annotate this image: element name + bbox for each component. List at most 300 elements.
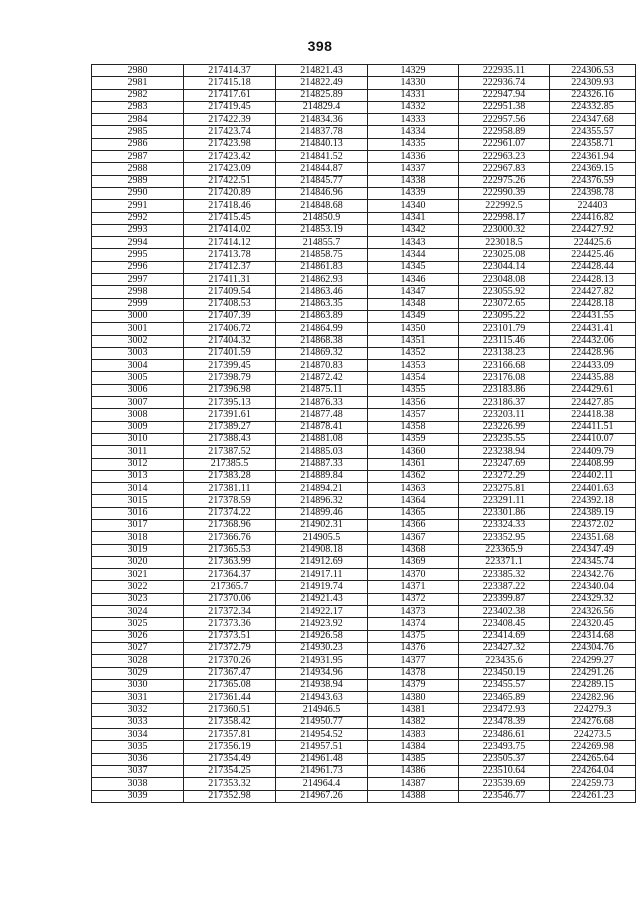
x1-cell: 217422.39	[184, 114, 276, 126]
point-id2-cell: 14362	[368, 470, 459, 482]
point-id2-cell: 14333	[368, 114, 459, 126]
point-id-cell: 3028	[92, 655, 184, 667]
x2-cell: 223301.86	[459, 507, 550, 519]
point-id2-cell: 14370	[368, 569, 459, 581]
y1-cell: 214954.52	[276, 729, 368, 741]
x2-cell: 222958.89	[459, 126, 550, 138]
table-row	[92, 433, 636, 445]
x1-cell: 217372.79	[184, 642, 276, 654]
point-id-cell: 3016	[92, 507, 184, 519]
point-id-cell: 3022	[92, 581, 184, 593]
table-row	[92, 679, 636, 691]
x2-cell: 223505.37	[459, 753, 550, 765]
y1-cell: 214822.49	[276, 77, 368, 89]
x1-cell: 217423.98	[184, 138, 276, 150]
point-id2-cell: 14337	[368, 163, 459, 175]
point-id2-cell: 14340	[368, 200, 459, 212]
y1-cell: 214902.31	[276, 519, 368, 531]
y2-cell: 224435.88	[550, 372, 636, 384]
x2-cell: 222961.07	[459, 138, 550, 150]
x2-cell: 222975.26	[459, 175, 550, 187]
x1-cell: 217423.42	[184, 151, 276, 163]
y2-cell: 224398.78	[550, 187, 636, 199]
table-row	[92, 446, 636, 458]
table-row	[92, 495, 636, 507]
table-row	[92, 65, 636, 77]
x1-cell: 217361.44	[184, 692, 276, 704]
y1-cell: 214922.17	[276, 606, 368, 618]
point-id-cell: 3024	[92, 606, 184, 618]
y2-cell: 224433.09	[550, 360, 636, 372]
y2-cell: 224416.82	[550, 212, 636, 224]
x2-cell: 222967.83	[459, 163, 550, 175]
point-id-cell: 3017	[92, 519, 184, 531]
table-row	[92, 261, 636, 273]
x2-cell: 223025.08	[459, 249, 550, 261]
point-id2-cell: 14369	[368, 556, 459, 568]
x2-cell: 223203.11	[459, 409, 550, 421]
point-id2-cell: 14332	[368, 101, 459, 113]
table-row	[92, 729, 636, 741]
table-row	[92, 765, 636, 777]
y1-cell: 214863.89	[276, 310, 368, 322]
y2-cell: 224326.56	[550, 606, 636, 618]
x1-cell: 217414.12	[184, 237, 276, 249]
table-row	[92, 360, 636, 372]
point-id2-cell: 14345	[368, 261, 459, 273]
x2-cell: 223371.1	[459, 556, 550, 568]
y2-cell: 224340.04	[550, 581, 636, 593]
x2-cell: 223186.37	[459, 397, 550, 409]
x2-cell: 223402.38	[459, 606, 550, 618]
point-id-cell: 3035	[92, 741, 184, 753]
y2-cell: 224355.57	[550, 126, 636, 138]
x2-cell: 223427.32	[459, 642, 550, 654]
point-id2-cell: 14386	[368, 765, 459, 777]
y1-cell: 214896.32	[276, 495, 368, 507]
table-row	[92, 101, 636, 113]
x2-cell: 223247.69	[459, 458, 550, 470]
point-id-cell: 3036	[92, 753, 184, 765]
y1-cell: 214862.93	[276, 274, 368, 286]
y2-cell: 224403	[550, 200, 636, 212]
x2-cell: 223414.69	[459, 630, 550, 642]
point-id-cell: 2995	[92, 249, 184, 261]
point-id-cell: 2989	[92, 175, 184, 187]
y2-cell: 224261.23	[550, 790, 636, 802]
x1-cell: 217389.27	[184, 421, 276, 433]
y1-cell: 214921.43	[276, 593, 368, 605]
point-id2-cell: 14361	[368, 458, 459, 470]
x2-cell: 223138.23	[459, 347, 550, 359]
point-id2-cell: 14330	[368, 77, 459, 89]
y2-cell: 224428.44	[550, 261, 636, 273]
x1-cell: 217418.46	[184, 200, 276, 212]
point-id-cell: 3013	[92, 470, 184, 482]
x1-cell: 217406.72	[184, 323, 276, 335]
x1-cell: 217370.26	[184, 655, 276, 667]
point-id-cell: 2998	[92, 286, 184, 298]
y1-cell: 214872.42	[276, 372, 368, 384]
x1-cell: 217372.34	[184, 606, 276, 618]
point-id-cell: 2991	[92, 200, 184, 212]
table-row	[92, 470, 636, 482]
y1-cell: 214930.23	[276, 642, 368, 654]
table-row	[92, 249, 636, 261]
point-id2-cell: 14347	[368, 286, 459, 298]
point-id-cell: 2999	[92, 298, 184, 310]
point-id2-cell: 14341	[368, 212, 459, 224]
point-id-cell: 3012	[92, 458, 184, 470]
x1-cell: 217367.47	[184, 667, 276, 679]
table-row	[92, 519, 636, 531]
point-id-cell: 3006	[92, 384, 184, 396]
point-id2-cell: 14376	[368, 642, 459, 654]
point-id2-cell: 14349	[368, 310, 459, 322]
point-id-cell: 2981	[92, 77, 184, 89]
x2-cell: 223435.6	[459, 655, 550, 667]
y2-cell: 224347.68	[550, 114, 636, 126]
table-row	[92, 532, 636, 544]
y1-cell: 214950.77	[276, 716, 368, 728]
x2-cell: 223365.9	[459, 544, 550, 556]
table-row	[92, 212, 636, 224]
table-row	[92, 421, 636, 433]
y1-cell: 214917.11	[276, 569, 368, 581]
y1-cell: 214821.43	[276, 65, 368, 77]
y1-cell: 214868.38	[276, 335, 368, 347]
y1-cell: 214840.13	[276, 138, 368, 150]
table-row	[92, 790, 636, 802]
y2-cell: 224392.18	[550, 495, 636, 507]
x1-cell: 217419.45	[184, 101, 276, 113]
x1-cell: 217420.89	[184, 187, 276, 199]
y2-cell: 224411.51	[550, 421, 636, 433]
x1-cell: 217401.59	[184, 347, 276, 359]
y2-cell: 224326.16	[550, 89, 636, 101]
x2-cell: 223238.94	[459, 446, 550, 458]
y1-cell: 214961.48	[276, 753, 368, 765]
coordinate-table-container	[91, 64, 636, 803]
y2-cell: 224282.96	[550, 692, 636, 704]
y2-cell: 224372.02	[550, 519, 636, 531]
x1-cell: 217395.13	[184, 397, 276, 409]
point-id-cell: 3033	[92, 716, 184, 728]
y2-cell: 224351.68	[550, 532, 636, 544]
y2-cell: 224389.19	[550, 507, 636, 519]
point-id2-cell: 14368	[368, 544, 459, 556]
table-row	[92, 593, 636, 605]
y2-cell: 224320.45	[550, 618, 636, 630]
x1-cell: 217368.96	[184, 519, 276, 531]
point-id-cell: 3005	[92, 372, 184, 384]
x2-cell: 223226.99	[459, 421, 550, 433]
y1-cell: 214926.58	[276, 630, 368, 642]
table-row	[92, 409, 636, 421]
point-id2-cell: 14384	[368, 741, 459, 753]
x1-cell: 217415.45	[184, 212, 276, 224]
y2-cell: 224329.32	[550, 593, 636, 605]
x2-cell: 223385.32	[459, 569, 550, 581]
table-row	[92, 642, 636, 654]
x2-cell: 223048.08	[459, 274, 550, 286]
table-row	[92, 716, 636, 728]
point-id-cell: 3002	[92, 335, 184, 347]
point-id2-cell: 14364	[368, 495, 459, 507]
x1-cell: 217357.81	[184, 729, 276, 741]
y1-cell: 214875.11	[276, 384, 368, 396]
table-row	[92, 372, 636, 384]
x1-cell: 217409.54	[184, 286, 276, 298]
point-id2-cell: 14365	[368, 507, 459, 519]
x2-cell: 222951.38	[459, 101, 550, 113]
point-id-cell: 2993	[92, 224, 184, 236]
x1-cell: 217414.02	[184, 224, 276, 236]
y2-cell: 224309.93	[550, 77, 636, 89]
point-id-cell: 2990	[92, 187, 184, 199]
x2-cell: 223450.19	[459, 667, 550, 679]
point-id-cell: 2985	[92, 126, 184, 138]
x1-cell: 217408.53	[184, 298, 276, 310]
point-id2-cell: 14375	[368, 630, 459, 642]
x2-cell: 223539.69	[459, 778, 550, 790]
point-id2-cell: 14380	[368, 692, 459, 704]
point-id2-cell: 14388	[368, 790, 459, 802]
y2-cell: 224425.46	[550, 249, 636, 261]
x1-cell: 217388.43	[184, 433, 276, 445]
point-id-cell: 2983	[92, 101, 184, 113]
table-row	[92, 692, 636, 704]
point-id2-cell: 14356	[368, 397, 459, 409]
x1-cell: 217414.37	[184, 65, 276, 77]
table-row	[92, 151, 636, 163]
x1-cell: 217396.98	[184, 384, 276, 396]
x2-cell: 222947.94	[459, 89, 550, 101]
point-id2-cell: 14372	[368, 593, 459, 605]
x1-cell: 217374.22	[184, 507, 276, 519]
x1-cell: 217358.42	[184, 716, 276, 728]
point-id-cell: 3030	[92, 679, 184, 691]
y2-cell: 224427.92	[550, 224, 636, 236]
x2-cell: 223472.93	[459, 704, 550, 716]
point-id-cell: 2996	[92, 261, 184, 273]
x2-cell: 223275.81	[459, 483, 550, 495]
x1-cell: 217352.98	[184, 790, 276, 802]
y2-cell: 224358.71	[550, 138, 636, 150]
point-id2-cell: 14329	[368, 65, 459, 77]
x2-cell: 223044.14	[459, 261, 550, 273]
point-id-cell: 3007	[92, 397, 184, 409]
x2-cell: 223166.68	[459, 360, 550, 372]
x2-cell: 223018.5	[459, 237, 550, 249]
y2-cell: 224431.41	[550, 323, 636, 335]
y1-cell: 214919.74	[276, 581, 368, 593]
x1-cell: 217411.31	[184, 274, 276, 286]
x1-cell: 217373.51	[184, 630, 276, 642]
y2-cell: 224259.73	[550, 778, 636, 790]
table-row	[92, 286, 636, 298]
x2-cell: 223176.08	[459, 372, 550, 384]
x1-cell: 217365.08	[184, 679, 276, 691]
table-row	[92, 274, 636, 286]
y1-cell: 214912.69	[276, 556, 368, 568]
x2-cell: 223546.77	[459, 790, 550, 802]
point-id-cell: 3004	[92, 360, 184, 372]
point-id2-cell: 14387	[368, 778, 459, 790]
table-row	[92, 126, 636, 138]
point-id-cell: 2994	[92, 237, 184, 249]
y2-cell: 224409.79	[550, 446, 636, 458]
point-id2-cell: 14360	[368, 446, 459, 458]
table-row	[92, 187, 636, 199]
point-id-cell: 2988	[92, 163, 184, 175]
point-id2-cell: 14377	[368, 655, 459, 667]
y1-cell: 214876.33	[276, 397, 368, 409]
x2-cell: 223465.89	[459, 692, 550, 704]
table-row	[92, 298, 636, 310]
table-row	[92, 77, 636, 89]
table-row	[92, 397, 636, 409]
y1-cell: 214967.26	[276, 790, 368, 802]
point-id2-cell: 14354	[368, 372, 459, 384]
point-id2-cell: 14359	[368, 433, 459, 445]
y2-cell: 224361.94	[550, 151, 636, 163]
point-id2-cell: 14373	[368, 606, 459, 618]
table-body	[92, 65, 636, 803]
y2-cell: 224342.76	[550, 569, 636, 581]
point-id2-cell: 14381	[368, 704, 459, 716]
y2-cell: 224401.63	[550, 483, 636, 495]
point-id2-cell: 14339	[368, 187, 459, 199]
y1-cell: 214964.4	[276, 778, 368, 790]
y1-cell: 214934.96	[276, 667, 368, 679]
y1-cell: 214844.87	[276, 163, 368, 175]
x1-cell: 217415.18	[184, 77, 276, 89]
x2-cell: 222935.11	[459, 65, 550, 77]
x2-cell: 222957.56	[459, 114, 550, 126]
y2-cell: 224289.15	[550, 679, 636, 691]
point-id-cell: 3039	[92, 790, 184, 802]
x1-cell: 217381.11	[184, 483, 276, 495]
x1-cell: 217399.45	[184, 360, 276, 372]
point-id-cell: 3009	[92, 421, 184, 433]
x2-cell: 223072.65	[459, 298, 550, 310]
y1-cell: 214869.32	[276, 347, 368, 359]
table-row	[92, 630, 636, 642]
y2-cell: 224265.64	[550, 753, 636, 765]
table-row	[92, 163, 636, 175]
y2-cell: 224431.55	[550, 310, 636, 322]
x2-cell: 222998.17	[459, 212, 550, 224]
x2-cell: 223408.45	[459, 618, 550, 630]
table-row	[92, 569, 636, 581]
point-id-cell: 3000	[92, 310, 184, 322]
point-id2-cell: 14383	[368, 729, 459, 741]
x1-cell: 217378.59	[184, 495, 276, 507]
y2-cell: 224347.49	[550, 544, 636, 556]
x2-cell: 223324.33	[459, 519, 550, 531]
point-id-cell: 3038	[92, 778, 184, 790]
x2-cell: 223291.11	[459, 495, 550, 507]
page-number: 398	[307, 38, 333, 54]
point-id2-cell: 14366	[368, 519, 459, 531]
table-row	[92, 175, 636, 187]
point-id-cell: 2997	[92, 274, 184, 286]
point-id2-cell: 14382	[368, 716, 459, 728]
y1-cell: 214923.92	[276, 618, 368, 630]
point-id2-cell: 14351	[368, 335, 459, 347]
y2-cell: 224432.06	[550, 335, 636, 347]
y1-cell: 214881.08	[276, 433, 368, 445]
y2-cell: 224402.11	[550, 470, 636, 482]
y1-cell: 214855.7	[276, 237, 368, 249]
point-id-cell: 3011	[92, 446, 184, 458]
y2-cell: 224428.96	[550, 347, 636, 359]
point-id-cell: 3015	[92, 495, 184, 507]
y1-cell: 214931.95	[276, 655, 368, 667]
y1-cell: 214957.51	[276, 741, 368, 753]
y2-cell: 224428.13	[550, 274, 636, 286]
point-id2-cell: 14331	[368, 89, 459, 101]
y2-cell: 224306.53	[550, 65, 636, 77]
x1-cell: 217365.53	[184, 544, 276, 556]
x2-cell: 223055.92	[459, 286, 550, 298]
table-row	[92, 335, 636, 347]
point-id-cell: 3003	[92, 347, 184, 359]
y1-cell: 214889.84	[276, 470, 368, 482]
point-id-cell: 3026	[92, 630, 184, 642]
point-id2-cell: 14358	[368, 421, 459, 433]
y1-cell: 214863.46	[276, 286, 368, 298]
y1-cell: 214850.9	[276, 212, 368, 224]
x2-cell: 223486.61	[459, 729, 550, 741]
y2-cell: 224425.6	[550, 237, 636, 249]
point-id-cell: 3031	[92, 692, 184, 704]
table-row	[92, 507, 636, 519]
y1-cell: 214845.77	[276, 175, 368, 187]
point-id2-cell: 14355	[368, 384, 459, 396]
x2-cell: 223095.22	[459, 310, 550, 322]
table-row	[92, 200, 636, 212]
y2-cell: 224410.07	[550, 433, 636, 445]
point-id2-cell: 14367	[368, 532, 459, 544]
x2-cell: 223000.32	[459, 224, 550, 236]
x2-cell: 223235.55	[459, 433, 550, 445]
point-id-cell: 3010	[92, 433, 184, 445]
y1-cell: 214961.73	[276, 765, 368, 777]
x1-cell: 217423.74	[184, 126, 276, 138]
x1-cell: 217353.32	[184, 778, 276, 790]
y1-cell: 214946.5	[276, 704, 368, 716]
point-id2-cell: 14348	[368, 298, 459, 310]
table-row	[92, 556, 636, 568]
y1-cell: 214870.83	[276, 360, 368, 372]
x2-cell: 222963.23	[459, 151, 550, 163]
y1-cell: 214829.4	[276, 101, 368, 113]
point-id2-cell: 14350	[368, 323, 459, 335]
table-row	[92, 89, 636, 101]
point-id-cell: 3021	[92, 569, 184, 581]
x1-cell: 217373.36	[184, 618, 276, 630]
x2-cell: 223493.75	[459, 741, 550, 753]
x1-cell: 217413.78	[184, 249, 276, 261]
y1-cell: 214858.75	[276, 249, 368, 261]
x1-cell: 217407.39	[184, 310, 276, 322]
x2-cell: 222990.39	[459, 187, 550, 199]
x2-cell: 223183.86	[459, 384, 550, 396]
y2-cell: 224427.82	[550, 286, 636, 298]
table-row	[92, 114, 636, 126]
